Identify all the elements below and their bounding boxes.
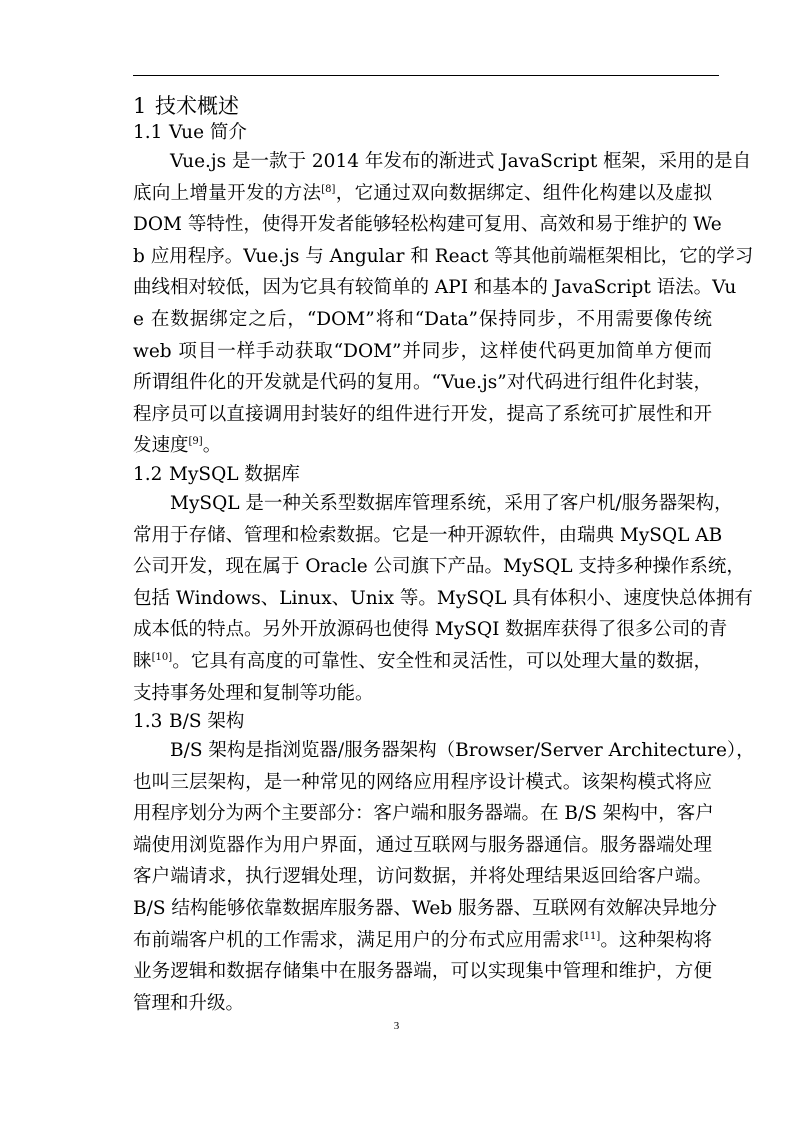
heading-section-1: [133, 92, 712, 120]
text-line: 程序员可以直接调用封装好的组件进行开发，提高了系统可扩展性和开: [133, 403, 712, 425]
page-content: [133, 92, 755, 1019]
text-line: B/S 结构能够依靠数据库服务器、Web 服务器、互联网有效解决异地分: [133, 898, 718, 920]
page-number: 3: [393, 1020, 400, 1032]
text-line: 业务逻辑和数据存储集中在服务器端，可以实现集中管理和维护，方便: [133, 961, 712, 983]
heading-title: B/S 架构: [169, 711, 245, 733]
heading-section-1-2: [133, 462, 712, 488]
text-line: 也叫三层架构，是一种常见的网络应用程序设计模式。该架构模式将应: [133, 771, 712, 793]
heading-section-1-1: [133, 120, 712, 146]
text-line: 常用于存储、管理和检索数据。它是一种开源软件，由瑞典 MySQL AB: [133, 524, 723, 546]
text-line: B/S 架构是指浏览器/服务器架构（Browser/Server Architecture），: [170, 740, 755, 762]
heading-number: 1.3: [133, 711, 163, 733]
text-line: 端使用浏览器作为用户界面，通过互联网与服务器通信。服务器端处理: [133, 834, 712, 856]
citation: [8]: [321, 183, 336, 195]
text-line: 成本低的特点。另外开放源码也使得 MySQI 数据库获得了很多公司的青: [133, 619, 728, 641]
text-line: 包括 Windows、Linux、Unix 等。MySQL 具有体积小、速度快总体拥有: [133, 587, 753, 609]
text-line: 支持事务处理和复制等功能。: [133, 682, 374, 704]
heading-number: 1.2: [133, 463, 163, 485]
text-line: MySQL 是一种关系型数据库管理系统，采用了客户机/服务器架构，: [170, 492, 733, 514]
citation: [10]: [151, 651, 173, 663]
heading-title: Vue 简介: [169, 122, 247, 143]
citation: [9]: [188, 436, 203, 448]
text-line: 底向上增量开发的方法[8]，它通过双向数据绑定、组件化构建以及虚拟: [133, 182, 712, 204]
paragraph-mysql: [133, 488, 753, 709]
text-line: 所谓组件化的开发就是代码的复用。“Vue.js”对代码进行组件化封装，: [133, 372, 712, 394]
text-line: 睐[10]。它具有高度的可靠性、安全性和灵活性，可以处理大量的数据，: [133, 650, 712, 672]
paragraph-bs-architecture: [133, 735, 755, 1019]
header-rule: [133, 75, 719, 76]
heading-section-1-3: [133, 709, 712, 735]
text-line: 发速度[9]。: [133, 435, 222, 457]
text-line: 公司开发，现在属于 Oracle 公司旗下产品。MySQL 支持多种操作系统，: [133, 556, 745, 578]
text-line: 布前端客户机的工作需求，满足用户的分布式应用需求[11]。这种架构将: [133, 929, 712, 951]
text-line: web 项目一样手动获取“DOM”并同步，这样使代码更加简单方便而: [133, 340, 712, 362]
text-line: 客户端请求，执行逻辑处理，访问数据，并将处理结果返回给客户端。: [133, 866, 712, 888]
paragraph-vue: [133, 146, 754, 462]
text-line: 曲线相对较低，因为它具有较简单的 API 和基本的 JavaScript 语法。Vu: [133, 277, 737, 299]
heading-number: 1: [133, 94, 147, 118]
text-line: e 在数据绑定之后，“DOM”将和“Data”保持同步，不用需要像传统: [133, 308, 712, 330]
heading-number: 1.1: [133, 122, 163, 143]
text-line: Vue.js 是一款于 2014 年发布的渐进式 JavaScript 框架，采用的是自: [170, 151, 752, 172]
citation: [11]: [579, 930, 601, 942]
text-line: 用程序划分为两个主要部分：客户端和服务器端。在 B/S 架构中，客户: [133, 803, 714, 825]
text-line: DOM 等特性，使得开发者能够轻松构建可复用、高效和易于维护的 We: [133, 214, 722, 236]
text-line: b 应用程序。Vue.js 与 Angular 和 React 等其他前端框架相比，它的学习: [133, 245, 754, 267]
heading-title: MySQL 数据库: [169, 463, 300, 485]
heading-title: 技术概述: [155, 94, 239, 118]
text-line: 管理和升级。: [133, 992, 245, 1014]
